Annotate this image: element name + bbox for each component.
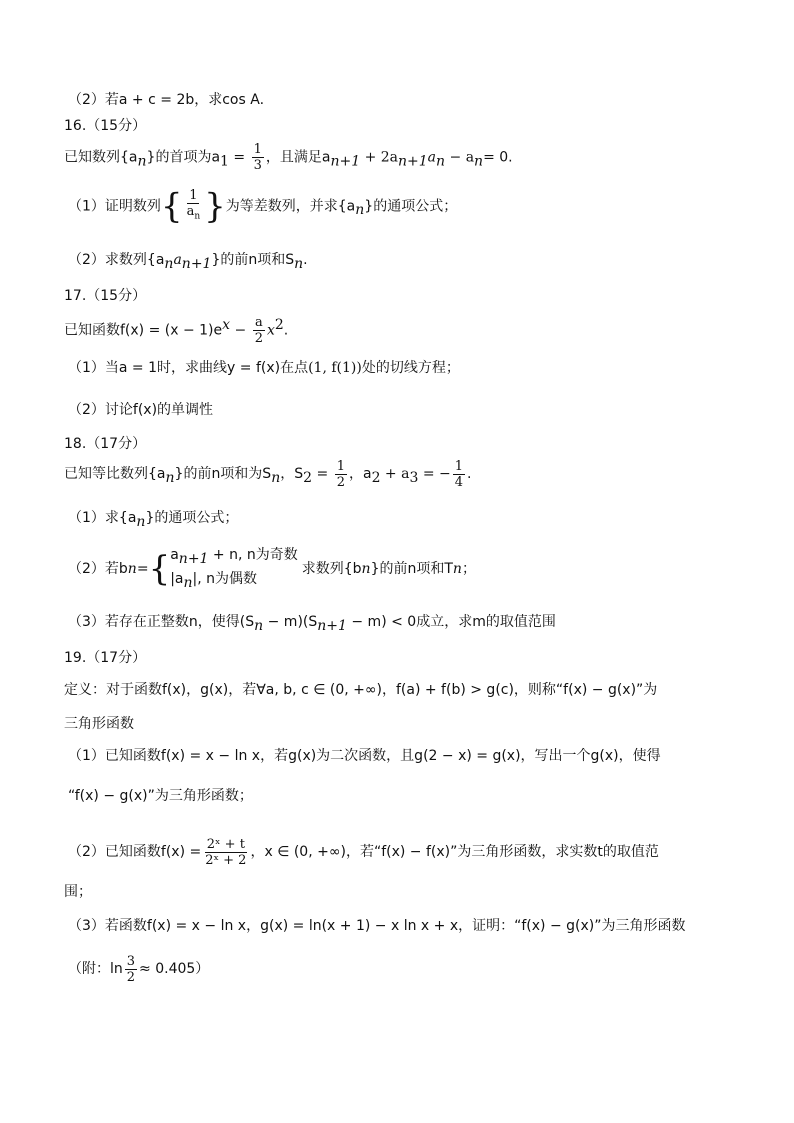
q19-note: （附：ln $\frac{3}{2}$ ≈ 0.405） <box>68 953 210 985</box>
q18-part1: （1）求$\{a_n\}$的通项公式； <box>68 510 239 530</box>
fraction-one-third: $\frac{1}{3}$ <box>253 142 262 173</box>
q19-part3: （3）若函数f(x) = x − ln x，g(x) = ln(x + 1) − x ln x + x，证明：“f(x) − g(x)”为三角形函数 <box>68 918 686 934</box>
q19-part2-line2: 围； <box>64 884 92 900</box>
q18-part3: （3）若存在正整数n，使得$(S_n - m)(S_{n+1} - m) < 0$成立，求m的取值范围 <box>68 614 556 634</box>
q17-header: 17.（15分） <box>64 288 147 304</box>
q15-part2: （2）若a + c = 2b，求cos A. <box>68 92 265 108</box>
q19-def-line1: 定义：对于函数f(x)，g(x)，若∀a, b, c ∈ (0, +∞)，f(a) + f(b) > g(c)，则称“f(x) − g(x)”为 <box>64 682 658 698</box>
q18-part2: （2）若b n = { $a_{n+1} + n$, n为奇数 $|a_n|$, n为偶数 求数列{b n }的前n项和T n ； <box>68 547 476 591</box>
q16-part1: （1）证明数列{ $\frac{1}{a_n}$ }为等差数列，并求$\{a_n\}$的通项公式； <box>68 186 458 227</box>
q19-part1-line1: （1）已知函数f(x) = x − ln x，若g(x)为二次函数，且g(2 − x) = g(x)，写出一个g(x)，使得 <box>68 748 661 764</box>
q19-def-line2: 三角形函数 <box>64 716 134 732</box>
q19-part2-line1: （2）已知函数f(x) = $\frac{\text{2ˣ + t}}{\text{2ˣ + 2}}$ ，x ∈ (0, +∞)，若“f(x) − f(x)”为三角形函数，求实数t的取值范 <box>68 836 659 868</box>
q17-intro: 已知函数$f(x) = (x - 1)e^x$ − $\frac{a}{2}$ $x^2$. <box>64 315 289 347</box>
q17-part2: （2）讨论f(x)的单调性 <box>68 402 214 418</box>
fraction-2x-plus-t: $\frac{\text{2ˣ + t}}{\text{2ˣ + 2}}$ <box>205 836 247 868</box>
q18-intro: 已知等比数列$\{a_n\}$的前n项和为$S_n$，$S_2$ = $\frac{1}{2}$ ，$a_2 + a_3$ = − $\frac{1}{4}$ . <box>64 458 472 490</box>
q17-part1: （1）当a = 1时，求曲线y = f(x)在点(1, f(1))处的切线方程； <box>68 360 460 376</box>
q16-intro: 已知数列$\{a_n\}$的首项为$a_1$ = $\frac{1}{3}$ ，且满足$a_{n+1} + 2a_{n+1}a_n - a_n= 0$. <box>64 142 513 173</box>
q16-header: 16.（15分） <box>64 118 147 134</box>
q19-header: 19.（17分） <box>64 650 147 666</box>
q16-part2: （2）求数列$\{a_na_{n+1}\}$的前n项和$S_n$. <box>68 252 308 272</box>
q19-part1-line2: “f(x) − g(x)”为三角形函数； <box>68 788 253 804</box>
q18-header: 18.（17分） <box>64 436 147 452</box>
